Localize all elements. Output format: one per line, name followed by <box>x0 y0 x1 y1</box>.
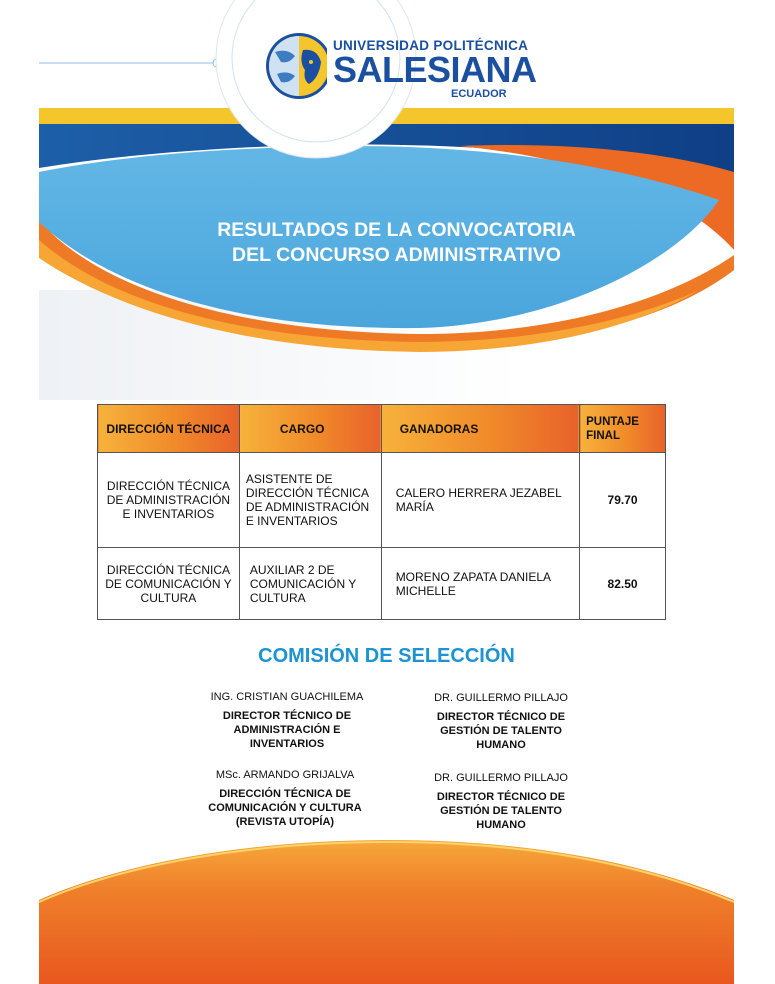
results-table <box>97 404 666 620</box>
member-role: DIRECTOR TÉCNICO DE GESTIÓN DE TALENTO HUMANO <box>436 711 566 751</box>
table-row <box>98 453 666 548</box>
member-name: DR. GUILLERMO PILLAJO <box>434 692 568 704</box>
commission-member <box>197 690 377 751</box>
commission-title: COMISIÓN DE SELECCIÓN <box>258 645 515 667</box>
title-line-2: DEL CONCURSO ADMINISTRATIVO <box>232 244 561 266</box>
university-logo <box>265 30 537 102</box>
document-page <box>39 0 734 984</box>
title-line-1: RESULTADOS DE LA CONVOCATORIA <box>217 219 576 241</box>
cell-cargo: AUXILIAR 2 DE COMUNICACIÓN Y CULTURA <box>239 548 381 620</box>
header-cargo: CARGO <box>239 405 381 453</box>
commission-member <box>416 691 586 752</box>
table-row <box>98 548 666 620</box>
logo-country: ECUADOR <box>451 88 507 100</box>
header-ganadoras: GANADORAS <box>381 405 579 453</box>
table-header-row <box>98 405 666 453</box>
cell-ganadora: CALERO HERRERA JEZABEL MARÍA <box>381 453 579 548</box>
cell-cargo: ASISTENTE DE DIRECCIÓN TÉCNICA DE ADMINISTRACIÓN E INVENTARIOS <box>239 453 381 548</box>
member-role: DIRECTOR TÉCNICO DE GESTIÓN DE TALENTO HUMANO <box>436 791 566 831</box>
commission-member <box>194 768 376 829</box>
cell-puntaje: 82.50 <box>580 548 666 620</box>
cell-ganadora: MORENO ZAPATA DANIELA MICHELLE <box>381 548 579 620</box>
member-name: MSc. ARMANDO GRIJALVA <box>215 769 355 781</box>
header-direccion: DIRECCIÓN TÉCNICA <box>98 405 240 453</box>
member-name: DR. GUILLERMO PILLAJO <box>434 772 568 784</box>
cell-puntaje: 79.70 <box>580 453 666 548</box>
member-role: DIRECTOR TÉCNICO DE ADMINISTRACIÓN E INVENTARIOS <box>222 710 352 750</box>
logo-salesiana-wordmark: SALESIANA <box>333 49 537 90</box>
cell-direccion: DIRECCIÓN TÉCNICA DE ADMINISTRACIÓN E INVENTARIOS <box>98 453 240 548</box>
document-title <box>129 218 664 268</box>
header-puntaje: PUNTAJE FINAL <box>580 405 666 453</box>
member-role: DIRECCIÓN TÉCNICA DE COMUNICACIÓN Y CULTURA (REVISTA UTOPÍA) <box>208 788 362 828</box>
university-emblem-icon <box>265 30 327 102</box>
member-name: ING. CRISTIAN GUACHILEMA <box>210 691 364 703</box>
commission-member <box>416 771 586 832</box>
logo-university-line: UNIVERSIDAD POLITÉCNICA <box>333 38 529 53</box>
cell-direccion: DIRECCIÓN TÉCNICA DE COMUNICACIÓN Y CULTURA <box>98 548 240 620</box>
